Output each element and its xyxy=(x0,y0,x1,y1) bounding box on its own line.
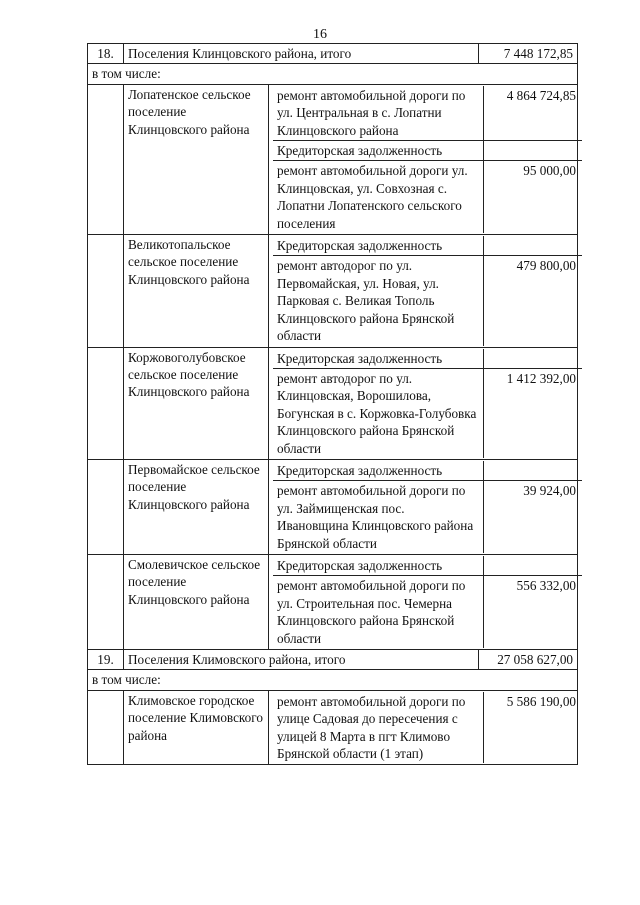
settlement-name: Великотопальское сельское поселение Клинцовского района xyxy=(124,235,269,347)
settlement-row xyxy=(88,459,578,554)
item-amount xyxy=(483,236,582,256)
item-row xyxy=(273,692,582,764)
district-title: Поселения Клинцовского района, итого xyxy=(124,44,479,64)
empty-number-cell xyxy=(88,84,124,234)
district-total-amount: 27 058 627,00 xyxy=(479,650,578,670)
settlement-items-cell xyxy=(269,84,578,234)
district-title: Поселения Климовского района, итого xyxy=(124,650,479,670)
item-row xyxy=(273,86,582,141)
item-row xyxy=(273,349,582,369)
table-body xyxy=(88,44,578,765)
item-description: ремонт автомобильной дороги по улице Садовая до пересечения с улицей 8 Марта в пгт Климово Брянской области (1 этап) xyxy=(273,692,483,764)
including-label: в том числе: xyxy=(88,64,578,84)
item-row xyxy=(273,481,582,553)
item-amount: 95 000,00 xyxy=(523,163,576,179)
settlement-items-cell xyxy=(269,459,578,554)
settlement-items xyxy=(273,556,582,648)
item-description: ремонт автодорог по ул. Клинцовская, Ворошилова, Богунская в с. Коржовка-Голубовка Клинцовского района Брянской области xyxy=(273,368,483,458)
item-description: Кредиторская задолженность xyxy=(273,461,483,481)
including-row xyxy=(88,670,578,690)
district-total-row xyxy=(88,650,578,670)
item-amount: 1 412 392,00 xyxy=(506,370,576,386)
settlement-name: Коржовоголубовское сельское поселение Клинцовского района xyxy=(124,347,269,459)
item-description: Кредиторская задолженность xyxy=(273,556,483,576)
settlement-items xyxy=(273,86,582,233)
item-row xyxy=(273,256,582,346)
settlement-items xyxy=(273,236,582,345)
settlement-row xyxy=(88,347,578,459)
item-row xyxy=(273,368,582,458)
item-row xyxy=(273,576,582,648)
district-total-amount: 7 448 172,85 xyxy=(479,44,578,64)
settlement-items-cell xyxy=(269,347,578,459)
row-number: 19. xyxy=(88,650,124,670)
item-description: ремонт автомобильной дороги по ул. Займищенская пос. Ивановщина Клинцовского района Брянской области xyxy=(273,481,483,553)
item-amount xyxy=(483,556,582,576)
item-amount: 5 586 190,00 xyxy=(506,693,576,709)
settlement-name: Лопатенское сельское поселение Клинцовского района xyxy=(124,84,269,234)
row-number: 18. xyxy=(88,44,124,64)
settlement-row xyxy=(88,84,578,234)
settlement-name: Первомайское сельское поселение Клинцовского района xyxy=(124,459,269,554)
item-description: ремонт автомобильной дороги ул. Клинцовская, ул. Совхозная с. Лопатни Лопатенского сельского поселения xyxy=(273,161,483,233)
item-amount: 4 864 724,85 xyxy=(483,86,582,141)
item-description: Кредиторская задолженность xyxy=(273,141,483,161)
item-amount xyxy=(483,349,582,369)
item-description: Кредиторская задолженность xyxy=(273,349,483,369)
item-amount: 479 800,00 xyxy=(516,258,576,274)
settlement-row xyxy=(88,690,578,765)
item-amount xyxy=(483,141,582,161)
item-description: Кредиторская задолженность xyxy=(273,236,483,256)
item-amount: 556 332,00 xyxy=(516,578,576,594)
empty-number-cell xyxy=(88,554,124,649)
empty-number-cell xyxy=(88,459,124,554)
item-row xyxy=(273,161,582,233)
item-description: ремонт автодорог по ул. Первомайская, ул. Новая, ул. Парковая с. Великая Тополь Клинцовского района Брянской области xyxy=(273,256,483,346)
item-amount: 39 924,00 xyxy=(523,483,576,499)
settlement-row xyxy=(88,235,578,347)
empty-number-cell xyxy=(88,235,124,347)
district-total-row xyxy=(88,44,578,64)
including-label: в том числе: xyxy=(88,670,578,690)
budget-table xyxy=(87,43,578,765)
item-description: ремонт автомобильной дороги по ул. Центральная в с. Лопатни Клинцовского района xyxy=(273,86,483,141)
settlement-name: Смолевичское сельское поселение Клинцовского района xyxy=(124,554,269,649)
settlement-items-cell xyxy=(269,690,578,765)
settlement-items xyxy=(273,692,582,764)
item-amount xyxy=(483,461,582,481)
settlement-items xyxy=(273,349,582,458)
settlement-row xyxy=(88,554,578,649)
item-row xyxy=(273,461,582,481)
item-description: ремонт автомобильной дороги по ул. Строительная пос. Чемерна Клинцовского района Брянской области xyxy=(273,576,483,648)
settlement-items xyxy=(273,461,582,553)
empty-number-cell xyxy=(88,347,124,459)
empty-number-cell xyxy=(88,690,124,765)
item-row xyxy=(273,141,582,161)
including-row xyxy=(88,64,578,84)
settlement-items-cell xyxy=(269,554,578,649)
item-row xyxy=(273,236,582,256)
settlement-items-cell xyxy=(269,235,578,347)
settlement-name: Климовское городское поселение Климовского района xyxy=(124,690,269,765)
page-number: 16 xyxy=(313,27,327,42)
item-row xyxy=(273,556,582,576)
